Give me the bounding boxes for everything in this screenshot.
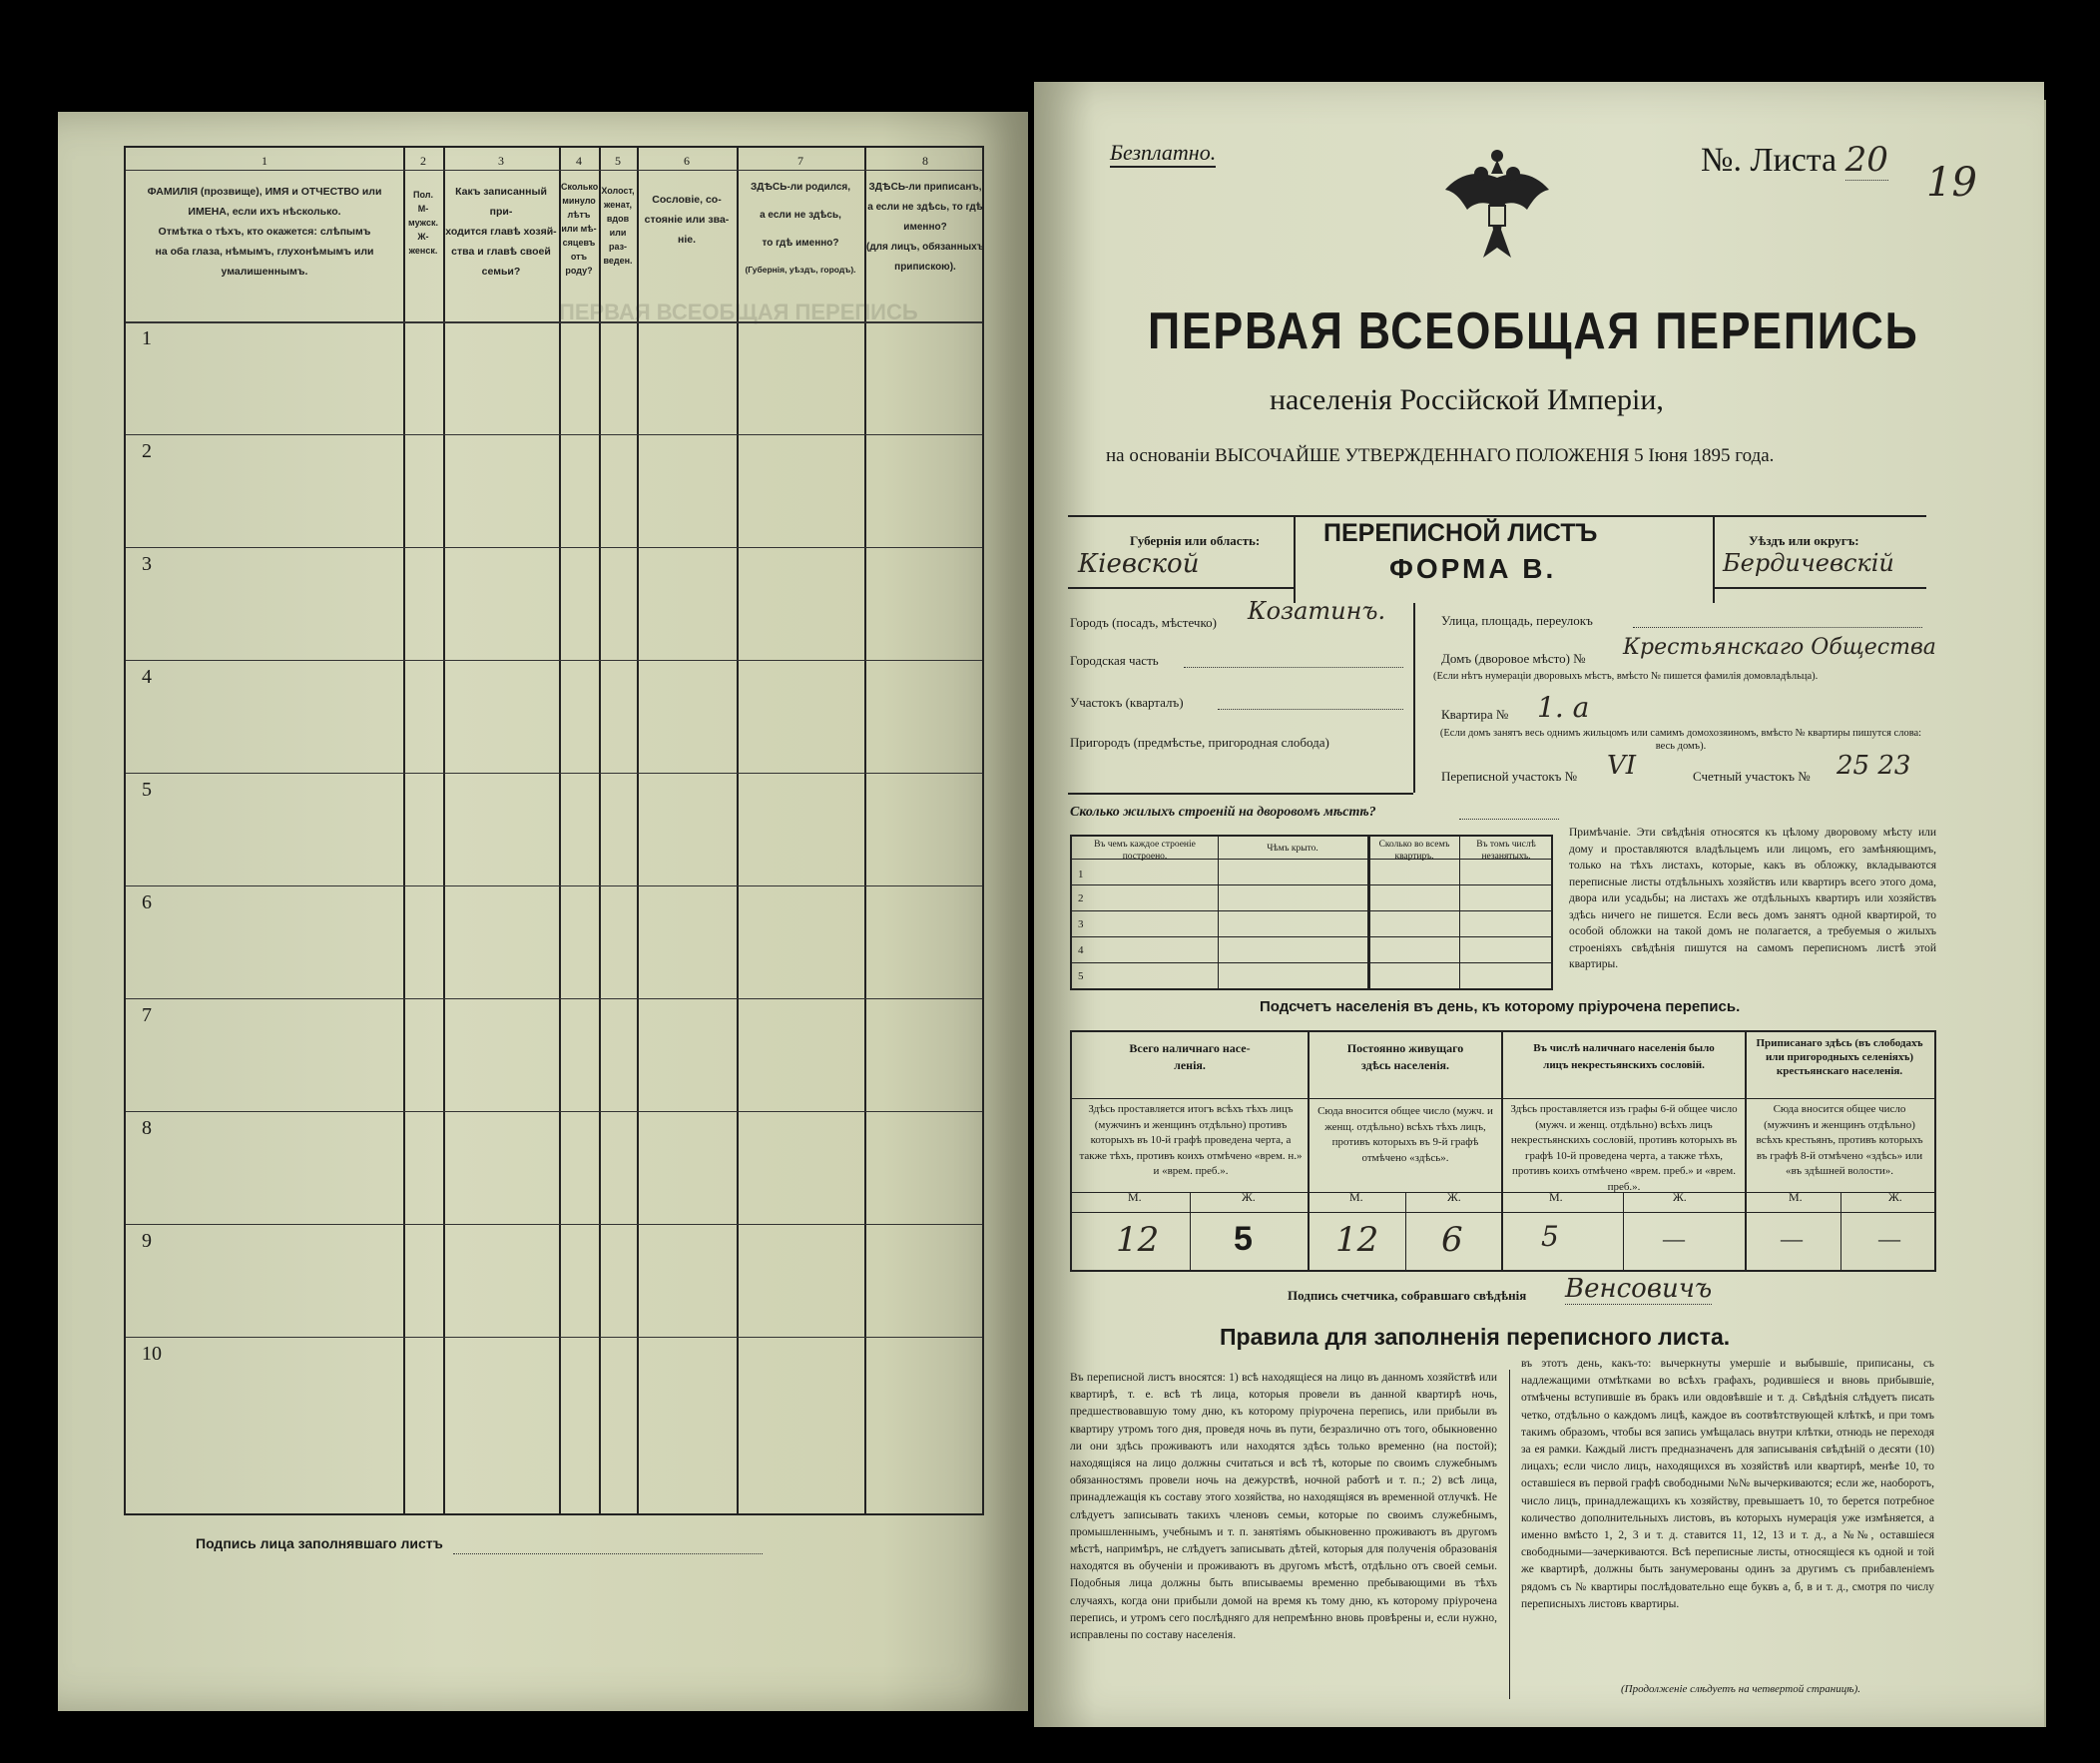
count-value-peasant-zh: — bbox=[1878, 1226, 1900, 1251]
header-name: ФАМИЛІЯ (прозвище), ИМЯ и ОТЧЕСТВО или ИМЕНА, если ихъ нѣсколько. Отмѣтка о тѣхъ, кто окажется: слѣпымъ на оба глаза, нѣмымъ, глухонѣмымъ или умалишеннымъ. bbox=[147, 186, 382, 278]
dom-label: Домъ (дворовое мѣсто) № bbox=[1441, 651, 1586, 666]
count-head-peasant: Приписанаго здѣсь (въ слободахъ или пригородныхъ селеніяхъ) крестьянскаго населенія. bbox=[1756, 1037, 1923, 1077]
dom-handwritten: Крестьянскаго Общества bbox=[1623, 635, 1936, 660]
buildings-head-apts: Сколько во всемъ квартиръ. bbox=[1378, 840, 1450, 862]
row-number-8: 8 bbox=[142, 1117, 152, 1139]
kvartira-handwritten: 1. а bbox=[1537, 691, 1590, 724]
header-marital: Холост, женат, вдов или раз- веден. bbox=[601, 186, 635, 266]
rules-continued-note: (Продолженіе слѣдуетъ на четвертой страницѣ). bbox=[1621, 1683, 1860, 1695]
gorod-handwritten: Козатинъ. bbox=[1248, 597, 1386, 625]
count-m-2: М. bbox=[1349, 1190, 1363, 1204]
count-value-nonpeasant-m: 5 bbox=[1541, 1220, 1559, 1253]
form-divider-right bbox=[1713, 515, 1715, 603]
count-zh-2: Ж. bbox=[1447, 1190, 1461, 1204]
perepisnoy-uchastok-label: Переписной участокъ № bbox=[1441, 769, 1578, 784]
imperial-eagle-emblem bbox=[1437, 140, 1557, 280]
schetny-uchastok-label: Счетный участокъ № bbox=[1693, 769, 1811, 784]
header-sex: Пол. М-мужск. Ж-женск. bbox=[408, 190, 438, 256]
census-title: ПЕРВАЯ ВСЕОБЩАЯ ПЕРЕПИСЬ bbox=[1148, 302, 1919, 360]
ulitsa-label: Улица, площадь, переулокъ bbox=[1441, 613, 1593, 628]
form-title: ПЕРЕПИСНОЙ ЛИСТЪ bbox=[1323, 519, 1598, 547]
row-number-1: 1 bbox=[142, 327, 152, 349]
row-number-6: 6 bbox=[142, 891, 152, 913]
census-table bbox=[124, 146, 984, 1515]
kvartira-label: Квартира № bbox=[1441, 707, 1509, 722]
schetny-uchastok-handwritten: 25 23 bbox=[1837, 751, 1911, 781]
col-number-4: 4 bbox=[576, 154, 582, 168]
header-relation: Какъ записанный при- ходится главѣ хозяй- ства и главѣ своей семьи? bbox=[445, 186, 557, 278]
dom-note: (Если нѣтъ нумераціи дворовыхъ мѣстъ, вмѣсто № пишется фамилія домовладѣльца). bbox=[1433, 671, 1819, 682]
buildings-head-vacant: Въ томъ числѣ незанятыхъ. bbox=[1476, 840, 1536, 862]
col-number-7: 7 bbox=[797, 154, 803, 168]
header-registered: ЗДѢСЬ-ли приписанъ, а если не здѣсь, то гдѣ именно? (для лицъ, обязанныхъ припискою). bbox=[866, 182, 984, 273]
rules-left-column: Въ переписной листъ вносятся: 1) всѣ находящіеся на лицо въ данномъ хозяйствѣ или квартирѣ, т. е. всѣ тѣ лица, которыя провели въ данной квартирѣ ночь, предшествовавшую тому дню, къ которому пріурочена перепись, или прибыли въ квартиру утромъ того дня, проведя ночь въ пути, безразлично отъ того, обыкновенно ли они здѣсь проживаютъ или находятся здѣсь только временно (на постой); находящіяся на лицо должны считаться и всѣ тѣ, которые по своимъ служебнымъ обязанностямъ провели ночь на дежурствѣ, ночной работѣ и т. п.; 2) всѣ лица, принадлежащія къ составу этого хозяйства, но находящіяся въ временной отлучкѣ. Не слѣдуетъ записывать такихъ членовъ семьи, которые по своимъ служебнымъ, промышленнымъ, учебнымъ и т. п. занятіямъ обыкновенно проживаютъ въ другомъ мѣстѣ, напримѣръ, не слѣдуетъ записывать дѣтей, которыя для полученія образованія находятся въ обученіи и проживаютъ въ другомъ мѣстѣ, отдѣльно отъ своей семьи. Подобныя лица должны быть вписываемы временно пребывающими въ тѣхъ случаяхъ, когда они прибыли домой на время къ тому дню, къ которому пріурочена перепись, и утромъ сего послѣдняго для непремѣнно вновь провѣрены и, если нужно, исправлены по составу населенія. bbox=[1070, 1372, 1497, 1642]
count-m-4: М. bbox=[1789, 1190, 1803, 1204]
count-head-total: Всего наличнаго насе- ленія. bbox=[1129, 1041, 1251, 1072]
count-text-total: Здѣсь проставляется итогъ всѣхъ тѣхъ лицъ (мужчинъ и женщинъ отдѣльно) противъ которыхъ въ 10-й графѣ проведена черта, а также тѣхъ, противъ коихъ отмѣчено «врем. н.» и «врем. преб.». bbox=[1079, 1103, 1303, 1177]
margin-number-handwritten: 19 bbox=[1926, 160, 1977, 206]
count-m-3: М. bbox=[1549, 1190, 1563, 1204]
count-value-permanent-m: 12 bbox=[1335, 1220, 1379, 1260]
row-number-9: 9 bbox=[142, 1230, 152, 1252]
buildings-row-4: 4 bbox=[1078, 944, 1084, 956]
count-head-permanent: Постоянно живущаго здѣсь населенія. bbox=[1346, 1041, 1464, 1072]
count-value-peasant-m: — bbox=[1781, 1226, 1803, 1251]
buildings-row-5: 5 bbox=[1078, 970, 1084, 982]
uezd-handwritten: Бердичевскій bbox=[1723, 549, 1894, 577]
census-basis: на основаніи ВЫСОЧАЙШЕ УТВЕРЖДЕННАГО ПОЛОЖЕНІЯ 5 Іюня 1895 года. bbox=[1106, 445, 1775, 466]
col-number-3: 3 bbox=[498, 154, 504, 168]
buildings-row-2: 2 bbox=[1078, 892, 1084, 904]
kvartira-note: (Если домъ занятъ весь однимъ жильцомъ или самимъ домохозяиномъ, вмѣсто № квартиры пишутся слова: весь домъ). bbox=[1439, 728, 1922, 752]
sheet-number-handwritten: 20 bbox=[1844, 140, 1888, 180]
prigorod-label: Пригородъ (предмѣстье, пригородная слобода) bbox=[1070, 735, 1329, 750]
count-value-total-m: 12 bbox=[1116, 1220, 1160, 1260]
enumerator-signature-label: Подпись счетчика, собравшаго свѣдѣнія bbox=[1288, 1288, 1527, 1303]
rules-title: Правила для заполненія переписного листа. bbox=[1220, 1324, 1731, 1350]
uezd-label: Уѣздъ или округъ: bbox=[1749, 533, 1859, 548]
count-value-nonpeasant-zh: — bbox=[1663, 1226, 1685, 1251]
buildings-question: Сколько жилыхъ строеній на дворовомъ мѣстѣ? bbox=[1070, 805, 1376, 820]
left-signature-label: Подпись лица заполнявшаго листъ bbox=[196, 1535, 443, 1551]
col-number-1: 1 bbox=[262, 154, 267, 168]
row-number-10: 10 bbox=[142, 1343, 162, 1365]
count-zh-1: Ж. bbox=[1242, 1190, 1256, 1204]
count-value-total-zh: 5 bbox=[1234, 1220, 1253, 1258]
header-birthplace: ЗДѢСЬ-ли родился, а если не здѣсь, то гдѣ именно? (Губернія, уѣздъ, городъ). bbox=[745, 182, 856, 275]
sheet-number-label: №. Листа 20 bbox=[1701, 140, 1888, 180]
buildings-row-3: 3 bbox=[1078, 918, 1084, 930]
row-number-3: 3 bbox=[142, 553, 152, 575]
census-subtitle: населенія Россійской Имперіи, bbox=[1270, 383, 1664, 416]
row-number-7: 7 bbox=[142, 1004, 152, 1026]
gubernia-label: Губернія или область: bbox=[1130, 533, 1261, 548]
count-m-1: М. bbox=[1128, 1190, 1142, 1204]
buildings-head-roof: Чѣмъ крыто. bbox=[1267, 844, 1318, 854]
perepisnoy-uchastok-handwritten: VI bbox=[1607, 751, 1637, 781]
population-count-title: Подсчетъ населенія въ день, къ которому пріурочена перепись. bbox=[1260, 998, 1741, 1015]
count-text-nonpeasant: Здѣсь проставляется изъ графы 6-й общее число (мужч. и женщ. отдѣльно) всѣхъ лицъ некрестьянскихъ сословій, противъ которыхъ въ графѣ 10-й проведена черта, а также тѣхъ, противъ коихъ отмѣчено «врем. преб.» и «врем. преб.». bbox=[1510, 1103, 1738, 1193]
rules-right-column: въ этотъ день, какъ-то: вычеркнуты умершіе и выбывшіе, приписаны, съ надлежащими отмѣтками во всѣхъ графахъ, родившіеся и вновь прибывшіе, отмѣчены вступившіе въ бракъ или овдовѣвшіе и т. д. Свѣдѣнія слѣдуетъ писать четко, отдѣльно о каждомъ лицѣ, каждое въ соотвѣтствующей клѣткѣ, и при томъ такимъ образомъ, чтобы вся запись умѣщалась внутри клѣтки, отнюдь не переходя за ея рамки. Каждый листъ предназначенъ для записыванія свѣдѣній о десяти (10) лицахъ; если число лицъ, находящихся въ хозяйствѣ или квартирѣ, менѣе 10, то оставшіеся въ первой графѣ свободными №№ вычеркиваются; если же, наоборотъ, число лицъ, принадлежащихъ къ хозяйству, превышаетъ 10, то берется потребное количество дополнительныхъ листовъ, въ которыхъ нумерація уже измѣняется, а именно вмѣсто 1, 2, 3 и т. д. ставится 11, 12, 13 и т. д., а №№, оставшіеся свободными—зачеркиваются. Всѣ переписные листы, относящіеся къ одной и той же квартирѣ, должны быть занумерованы одинъ за другимъ съ прибавленіемъ рядомъ съ № квартиры послѣдовательно еще буквъ а, б, в и т. д., смотря по числу переписныхъ листовъ квартиры. bbox=[1521, 1358, 1934, 1610]
row-number-2: 2 bbox=[142, 440, 152, 462]
uchastok-label: Участокъ (кварталъ) bbox=[1070, 695, 1184, 710]
count-text-peasant: Сюда вносится общее число (мужчинъ и женщинъ отдѣльно) всѣхъ крестьянъ, противъ которыхъ въ графѣ 8-й отмѣчено «здѣсь» или «въ здѣшней волости». bbox=[1756, 1103, 1923, 1177]
bleedthrough-text: ПЕРВАЯ ВСЕОБЩАЯ ПЕРЕПИСЬ bbox=[559, 299, 918, 324]
form-divider-left bbox=[1294, 515, 1296, 603]
col-number-6: 6 bbox=[684, 154, 690, 168]
header-age: Сколько минуло лѣтъ или мѣ- сяцевъ отъ роду? bbox=[561, 182, 599, 276]
row-number-5: 5 bbox=[142, 779, 152, 801]
gorod-label: Городъ (посадъ, мѣстечко) bbox=[1070, 615, 1217, 630]
col-number-5: 5 bbox=[615, 154, 621, 168]
buildings-note: Примѣчаніе. Эти свѣдѣнія относятся къ цѣлому дворовому мѣсту или дому и проставляются владѣльцемъ или лицомъ, его замѣняющимъ, только на тѣхъ листахъ, которые, какъ въ обложку, вкладываются переписные листы отдѣльныхъ хозяйствъ или квартиръ всего этого дома, двора или усадьбы; на листахъ же отдѣльныхъ квартиръ или хозяйствъ здѣсь ничего не пишется. Если весь домъ занятъ одной квартирой, то особой обложки на такой домъ не полагается, а требуемыя о жилыхъ строеніяхъ свѣдѣнія пишутся на самомъ переписномъ листѣ этой квартиры. bbox=[1569, 827, 1936, 970]
count-value-permanent-zh: 6 bbox=[1441, 1220, 1463, 1260]
count-text-permanent: Сюда вносится общее число (мужч. и женщ. отдѣльно) всѣхъ тѣхъ лицъ, противъ которыхъ въ 9-й графѣ отмѣчено «здѣсь». bbox=[1317, 1105, 1493, 1164]
col-number-8: 8 bbox=[922, 154, 928, 168]
buildings-row-1: 1 bbox=[1078, 869, 1084, 881]
header-estate: Сословіе, со- стояніе или зва- ніе. bbox=[644, 194, 730, 246]
row-number-4: 4 bbox=[142, 666, 152, 688]
gorod-chast-label: Городская часть bbox=[1070, 653, 1159, 668]
buildings-table bbox=[1070, 835, 1553, 990]
col-number-2: 2 bbox=[420, 154, 426, 168]
enumerator-signature-handwritten: Венсовичъ bbox=[1565, 1274, 1713, 1304]
left-signature-line bbox=[453, 1553, 763, 1554]
population-count-table bbox=[1070, 1030, 1936, 1272]
count-zh-4: Ж. bbox=[1888, 1190, 1902, 1204]
form-subtitle: ФОРМА В. bbox=[1389, 553, 1557, 584]
count-head-nonpeasant: Въ числѣ наличнаго населенія было лицъ некрестьянскихъ сословій. bbox=[1533, 1042, 1715, 1071]
free-label: Безплатно. bbox=[1110, 140, 1216, 168]
count-zh-3: Ж. bbox=[1673, 1190, 1687, 1204]
gubernia-handwritten: Кіевской bbox=[1078, 549, 1200, 579]
buildings-head-material: Въ чемъ каждое строеніе построено. bbox=[1094, 840, 1196, 862]
